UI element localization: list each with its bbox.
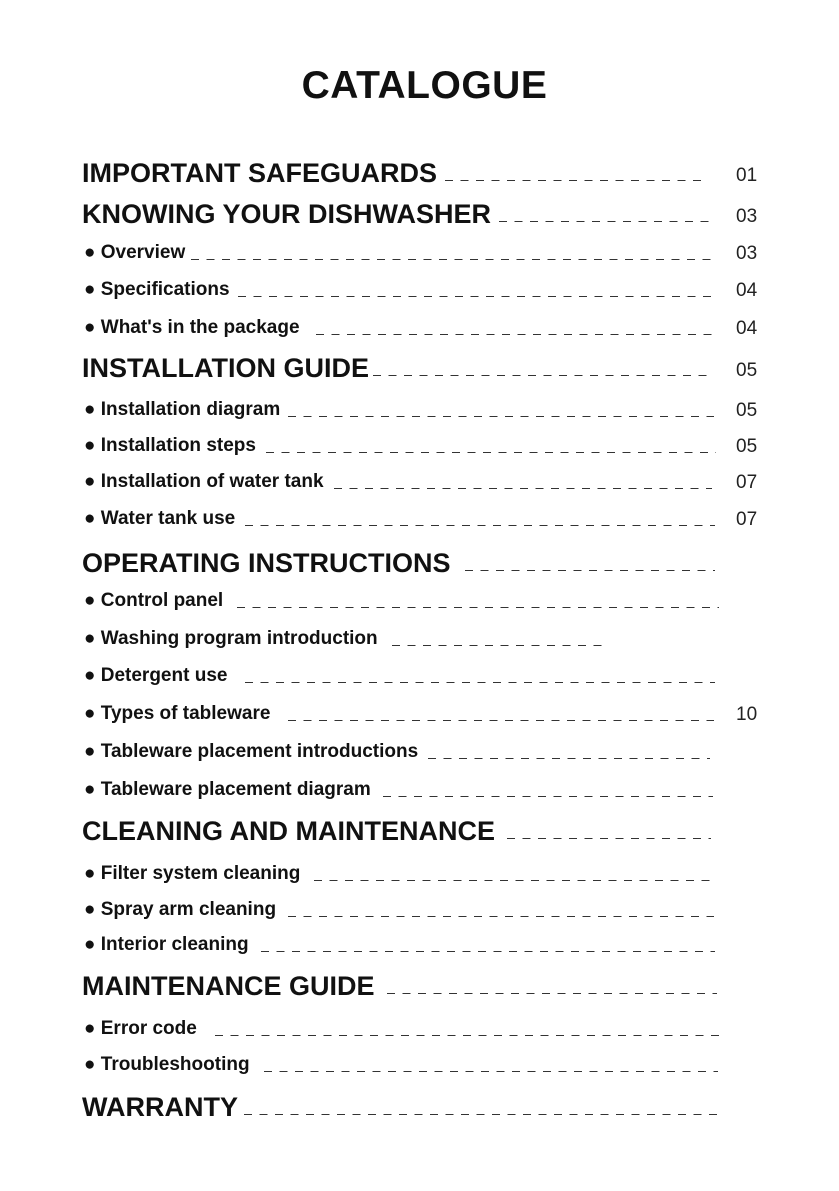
- dot-leader: [261, 951, 715, 952]
- toc-item-tableware-placement-diagram: [82, 770, 758, 802]
- toc-label: ● Installation of water tank: [84, 471, 324, 492]
- dot-leader: [244, 1114, 718, 1115]
- toc-section-warranty: [82, 1090, 758, 1122]
- dot-leader: [266, 452, 716, 453]
- toc-page-number: 05: [736, 436, 758, 457]
- toc-label: ● Types of tableware: [84, 703, 271, 724]
- dot-leader: [373, 375, 713, 376]
- toc-page-number: 07: [736, 472, 758, 493]
- toc-page-number: 03: [736, 243, 758, 264]
- toc-item-filter-system-cleaning: [82, 854, 758, 886]
- toc-page-number: 01: [736, 165, 758, 186]
- toc-label: ● Interior cleaning: [84, 934, 249, 955]
- dot-leader: [465, 570, 715, 571]
- toc-page-number: 05: [736, 360, 758, 381]
- toc-page-number: 04: [736, 280, 758, 301]
- toc-item-whats-in-the-package: [82, 308, 758, 340]
- toc-label: INSTALLATION GUIDE: [82, 353, 369, 383]
- toc-item-troubleshooting: [82, 1045, 758, 1077]
- toc-label: IMPORTANT SAFEGUARDS: [82, 158, 437, 188]
- dot-leader: [334, 488, 712, 489]
- dot-leader: [264, 1071, 718, 1072]
- dot-leader: [288, 720, 714, 721]
- toc-item-tableware-placement-introductions: [82, 732, 758, 764]
- toc-item-types-of-tableware: [82, 694, 758, 726]
- toc-label: ● Tableware placement diagram: [84, 779, 371, 800]
- toc-label: ● Detergent use: [84, 665, 228, 686]
- dot-leader: [383, 796, 713, 797]
- toc-label: OPERATING INSTRUCTIONS: [82, 548, 451, 578]
- dot-leader: [314, 880, 712, 881]
- toc-page-number: 03: [736, 206, 758, 227]
- toc-item-overview: [82, 233, 758, 265]
- toc-item-interior-cleaning: [82, 925, 758, 957]
- toc-label: ● Filter system cleaning: [84, 863, 301, 884]
- toc-page-number: 05: [736, 400, 758, 421]
- dot-leader: [245, 682, 715, 683]
- toc-label: ● Specifications: [84, 279, 230, 300]
- toc-label: ● Overview: [84, 242, 186, 263]
- dot-leader: [245, 525, 715, 526]
- toc-section-installation-guide: [82, 351, 758, 383]
- toc-section-maintenance-guide: [82, 969, 758, 1001]
- toc-item-washing-program-introduction: [82, 619, 758, 651]
- toc-section-important-safeguards: [82, 156, 758, 188]
- toc-item-water-tank-use: [82, 499, 758, 531]
- toc-label: ● Control panel: [84, 590, 224, 611]
- toc-item-detergent-use: [82, 656, 758, 688]
- toc-section-knowing-your-dishwasher: [82, 197, 758, 229]
- toc-page-number: 10: [736, 704, 758, 725]
- toc-label: ● Troubleshooting: [84, 1054, 250, 1075]
- dot-leader: [507, 838, 711, 839]
- toc-label: ● Installation steps: [84, 435, 256, 456]
- toc-item-specifications: [82, 270, 758, 302]
- toc-label: ● Spray arm cleaning: [84, 899, 277, 920]
- dot-leader: [288, 916, 714, 917]
- toc-item-installation-of-water-tank: [82, 462, 758, 494]
- toc-page-number: 07: [736, 509, 758, 530]
- dot-leader: [387, 993, 717, 994]
- dot-leader: [499, 221, 713, 222]
- toc-item-control-panel: [82, 581, 758, 613]
- dot-leader: [238, 296, 714, 297]
- dot-leader: [445, 180, 707, 181]
- toc-item-installation-steps: [82, 426, 758, 458]
- toc-item-error-code: [82, 1009, 758, 1041]
- dot-leader: [288, 416, 714, 417]
- catalogue-title: CATALOGUE: [301, 64, 548, 107]
- toc-label: WARRANTY: [82, 1092, 238, 1122]
- toc-label: KNOWING YOUR DISHWASHER: [82, 199, 492, 229]
- toc-item-spray-arm-cleaning: [82, 890, 758, 922]
- dot-leader: [191, 259, 717, 260]
- toc-label: MAINTENANCE GUIDE: [82, 971, 375, 1001]
- toc-label: ● Washing program introduction: [84, 628, 378, 649]
- toc-label: ● Water tank use: [84, 508, 236, 529]
- toc-section-operating-instructions: [82, 546, 758, 578]
- dot-leader: [316, 334, 714, 335]
- toc-label: ● Installation diagram: [84, 399, 281, 420]
- toc-label: ● Tableware placement introductions: [84, 741, 419, 762]
- toc-label: ● What's in the package: [84, 317, 300, 338]
- dot-leader: [215, 1035, 721, 1036]
- dot-leader: [237, 607, 719, 608]
- dot-leader: [428, 758, 710, 759]
- dot-leader: [392, 645, 608, 646]
- toc-item-installation-diagram: [82, 390, 758, 422]
- toc-label: ● Error code: [84, 1018, 197, 1039]
- toc-page-number: 04: [736, 318, 758, 339]
- toc-label: CLEANING AND MAINTENANCE: [82, 816, 495, 846]
- toc-section-cleaning-and-maintenance: [82, 814, 758, 846]
